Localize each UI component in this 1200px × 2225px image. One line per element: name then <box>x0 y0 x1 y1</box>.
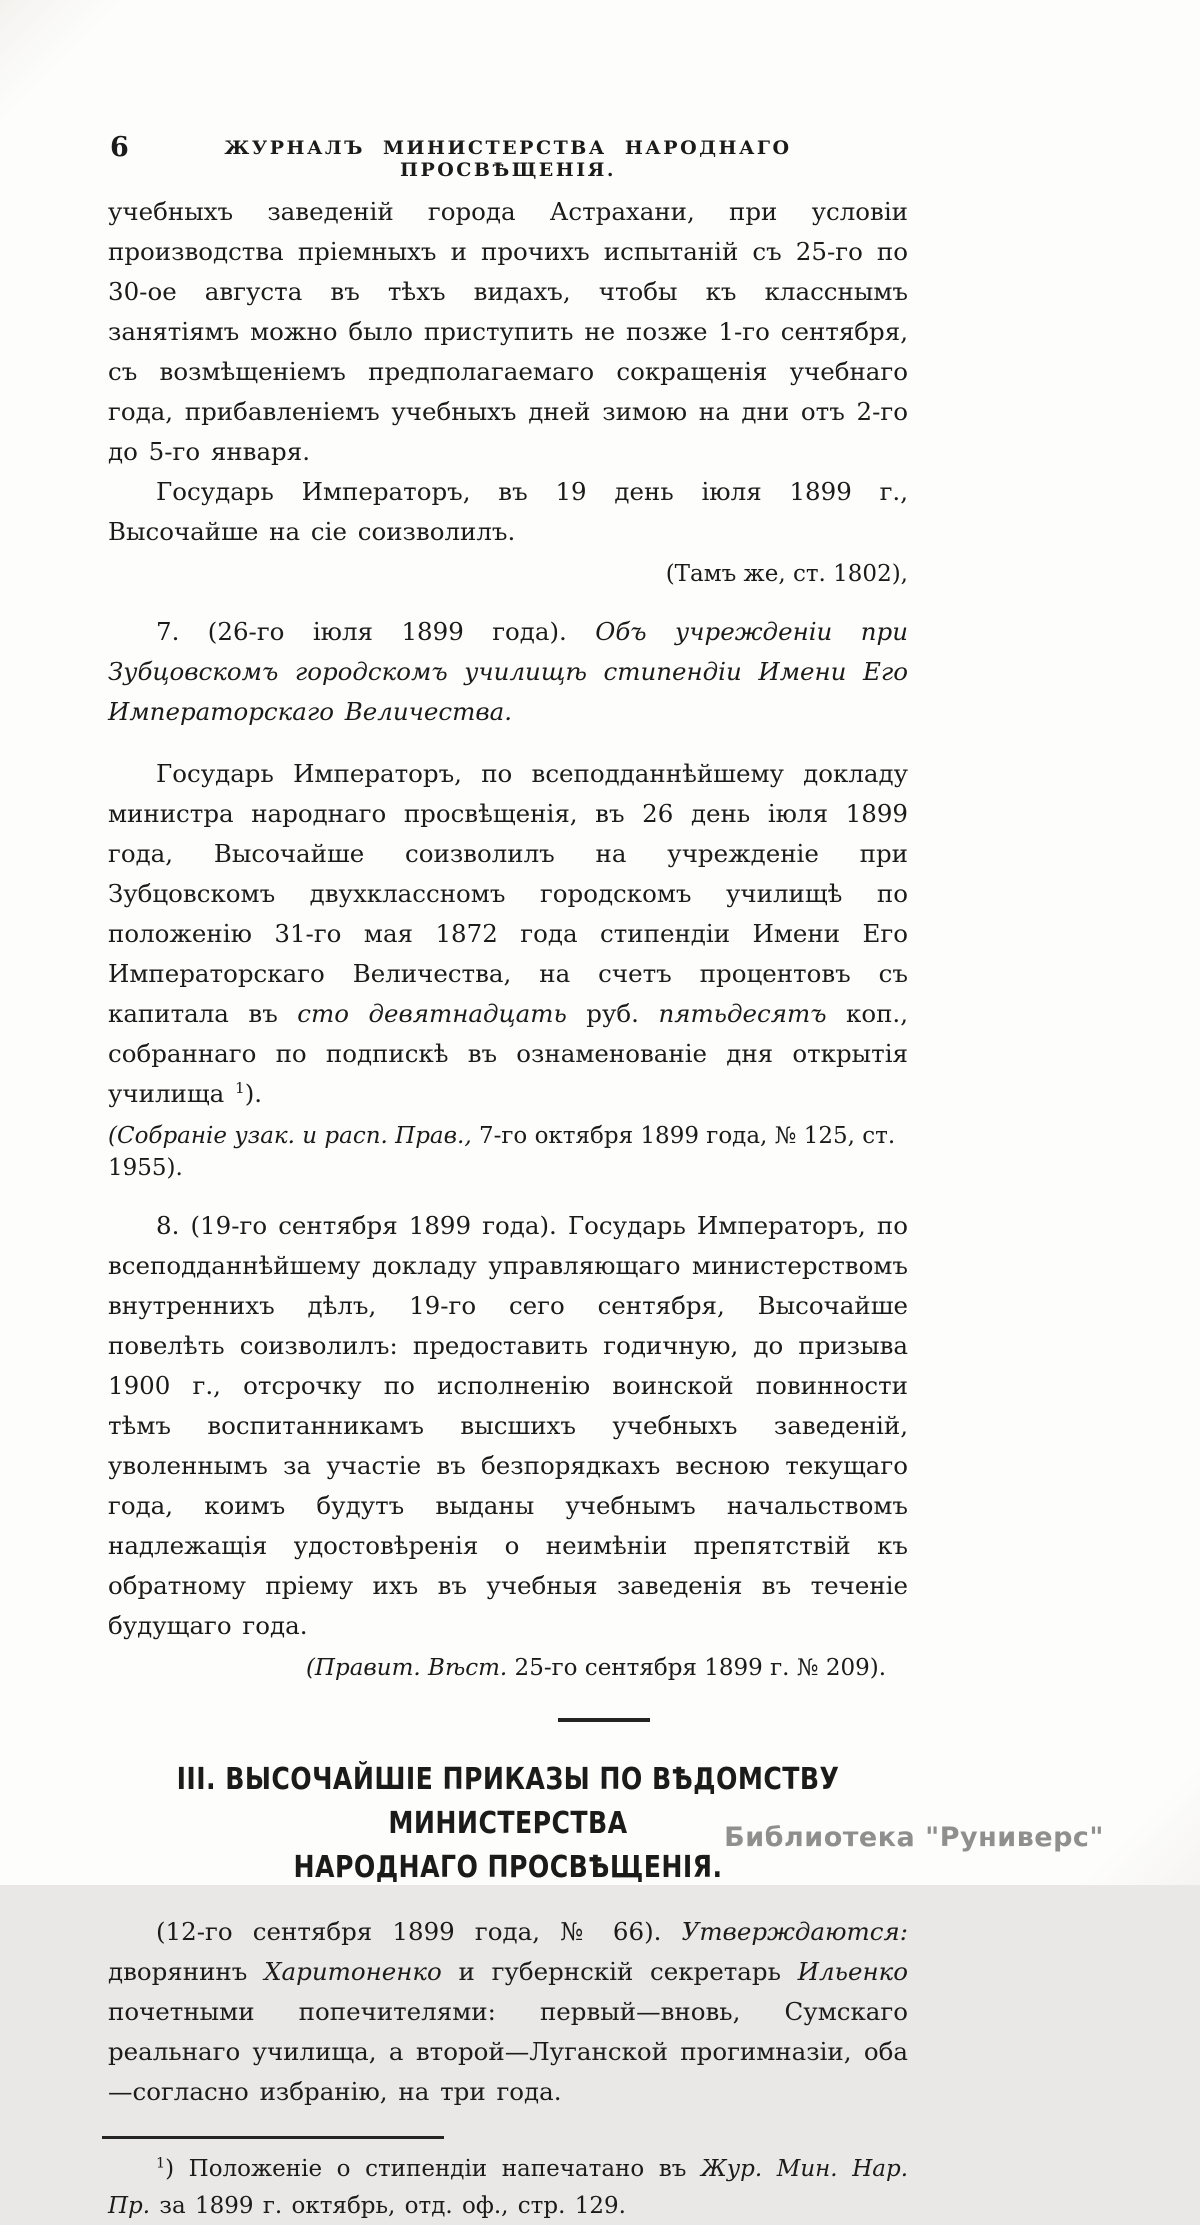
paragraph-emperor-assent: Государь Императоръ, въ 19 день іюля 1899 г., Высочайше на сіе соизволилъ. <box>108 477 908 546</box>
citation-pravit <box>196 1652 996 1684</box>
item7-amount-kopecks: пятьдесятъ <box>658 999 827 1028</box>
footnote-journal-abbr: Жур. Мин. Нар. Пр. <box>108 2156 908 2219</box>
item7-lead: 7. (26-го іюля 1899 года). <box>156 617 596 646</box>
item7-text-a: Государь Императоръ, по всеподданнѣйшему докладу министра народнаго просвѣщенія, въ 26 день іюля 1899 года, Высочайше соизволилъ на учрежденіе при Зубцовскомъ двухклассномъ городскомъ училищѣ по положенію 31-го мая 1872 года стипендіи Имени Его Императорскаго Величества, на счетъ процентовъ съ капитала въ <box>108 759 908 1028</box>
running-header <box>108 132 908 181</box>
runivers-watermark: Библиотека "Руниверс" <box>724 1822 1104 1853</box>
appointments-text-c: и губернскій секретарь <box>441 1957 798 1986</box>
appointments-name-kharitonenko: Харитоненко <box>264 1957 442 1986</box>
appointments-verb: Утверждаются: <box>681 1917 908 1946</box>
citation-sobranie <box>108 1120 908 1184</box>
item7-text-b: руб. <box>566 999 659 1028</box>
footnote-marker: 1 <box>156 2155 166 2172</box>
item7-amount-rubles: сто девятнадцать <box>297 999 567 1028</box>
section3-heading-line1: III. ВЫСОЧАЙШІЕ ПРИКАЗЫ ПО ВѢДОМСТВУ МИНИСТЕРСТВА <box>176 1762 840 1841</box>
page-number: 6 <box>110 132 129 163</box>
item7-paragraph <box>108 754 908 1114</box>
footnote-rule <box>102 2136 444 2139</box>
footnote-text-a: ) Положеніе о стипендіи напечатано въ <box>165 2156 701 2182</box>
citation-pravit-regular: 25-го сентября 1899 г. № 209). <box>507 1655 887 1681</box>
citation-tam-zhe: (Тамъ же, ст. 1802), <box>665 561 908 587</box>
section3-heading-line2: НАРОДНАГО ПРОСВѢЩЕНІЯ. <box>293 1850 723 1885</box>
footnote-text-b: за 1899 г. октябрь, отд. оф., стр. 129. <box>150 2193 626 2219</box>
page-content <box>108 132 908 2225</box>
item7-heading <box>108 612 908 732</box>
appointments-name-ilyenko: Ильенко <box>797 1957 908 1986</box>
item7-text-c: коп., собраннаго по подпискѣ въ ознаменованіе дня открытія училища <box>108 999 909 1108</box>
appointments-text-d: почетными попечителями: первый—вновь, Сумскаго реальнаго училища, а второй—Луганской прогимназіи, оба—согласно избранію, на три года. <box>108 1997 908 2106</box>
item8-paragraph: 8. (19-го сентября 1899 года). Государь Императоръ, по всеподданнѣйшему докладу управляющаго министерствомъ внутреннихъ дѣлъ, 19-го сего сентября, Высочайше повелѣть соизволилъ: предоставить годичную, до призыва 1900 г., отсрочку по исполненію воинской повинности тѣмъ воспитанникамъ высшихъ учебныхъ заведеній, уволеннымъ за участіе въ безпорядкахъ весною текущаго года, коимъ будутъ выданы учебнымъ начальствомъ надлежащія удостовѣренія о неимѣніи препятствій къ обратному пріему ихъ въ учебныя заведенія въ теченіе будущаго года. <box>108 1211 908 1640</box>
journal-title: ЖУРНАЛЪ МИНИСТЕРСТВА НАРОДНАГО ПРОСВѢЩЕНІЯ. <box>224 137 792 181</box>
citation-pravit-italic: (Правит. Вѣст. <box>305 1655 508 1681</box>
footnote-text <box>108 2151 908 2225</box>
citation-sobranie-regular: 7-го октября 1899 года, № 125, ст. 1955). <box>108 1123 896 1181</box>
citation-sobranie-italic: (Собраніе узак. и расп. Прав., <box>108 1123 472 1149</box>
item7-text-d: ). <box>244 1079 263 1108</box>
footnote-ref-1: 1 <box>235 1078 245 1097</box>
appointments-text-a: (12-го сентября 1899 года, № 66). <box>156 1917 682 1946</box>
item7-title: Объ учрежденіи при Зубцовскомъ городскомъ училищѣ стипендіи Имени Его Императорскаго Величества. <box>108 617 908 726</box>
section-divider-rule <box>558 1718 650 1722</box>
appointments-text-b: дворянинъ <box>108 1957 265 1986</box>
paragraph-continuation: учебныхъ заведеній города Астрахани, при условіи производства пріемныхъ и прочихъ испытаній съ 25-го по 30-ое августа въ тѣхъ видахъ, чтобы къ класснымъ занятіямъ можно было приступить не позже 1-го сентября, съ возмѣщеніемъ предполагаемаго сокращенія учебнаго года, прибавленіемъ учебныхъ дней зимою на дни отъ 2-го до 5-го января. <box>108 197 908 466</box>
appointments-paragraph <box>108 1912 908 2112</box>
